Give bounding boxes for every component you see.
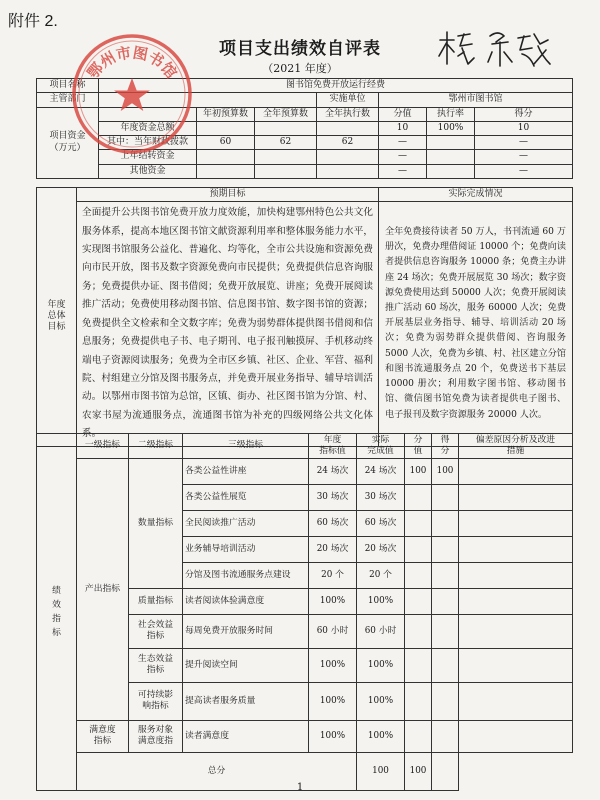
indicator-header: 二级指标	[129, 434, 183, 459]
level3-name: 读者阅读体验满意度	[183, 588, 309, 614]
score-value	[405, 484, 432, 510]
funds-cell: 100%	[427, 121, 475, 135]
deviation-cell	[459, 510, 573, 536]
got-value	[432, 536, 459, 562]
funds-header: 全年执行数	[317, 107, 379, 121]
actual-value: 20 个	[357, 562, 405, 588]
performance-indicators-table	[36, 433, 573, 791]
funds-cell: 62	[317, 136, 379, 150]
funds-cell	[197, 164, 255, 178]
got-value	[432, 510, 459, 536]
target-value: 30 场次	[309, 484, 357, 510]
indicators-section-label: 绩 效 指 标	[37, 434, 77, 791]
score-value	[405, 588, 432, 614]
funds-row-name: 其他资金	[99, 164, 197, 178]
project-info-table	[36, 78, 573, 179]
funds-cell	[427, 164, 475, 178]
expected-goal-text: 全面提升公共图书馆免费开放力度效能，加快构建鄂州特色公共文化服务体系，提高本地区图书馆文献资源利用率和整体服务能力水平，实现图书馆服务公益化、普遍化、均等化，全市公共设施和资源免费向市民开放，图书及数字资源免费向市民提供；免费提供信息咨询服务；免费提供办证、图书借阅；免费开放展览、讲座；免费开展阅读推广活动；免费使用移动图书馆、信息图书馆、数字图书馆的资源；免费提供全文检索和全文数字库；免费为弱势群体提供图书借阅和信息服务；免费提供电子书、电子期刊、电子报刊触摸屏、手机移动终端电子资源阅读服务；免费为全市区乡镇、社区、企业、军营、福利院、村组建立分馆及图书服务点，并免费开展业务指导、辅导培训活动。以鄂州市图书馆为总馆，区镇、街办、社区图书馆为分馆、村、农家书屋为流通服务点，流通图书馆为补充的四级网络公共文化体系。	[77, 202, 379, 446]
target-value: 100%	[309, 648, 357, 682]
expected-goal-header: 预期目标	[77, 188, 379, 202]
actual-value: 100%	[357, 588, 405, 614]
actual-value: 100%	[357, 682, 405, 720]
target-value: 24 场次	[309, 458, 357, 484]
deviation-cell	[459, 648, 573, 682]
indicator-header: 实际 完成值	[357, 434, 405, 459]
funds-header-blank	[99, 107, 197, 121]
level2-quantity: 数量指标	[129, 458, 183, 588]
impl-value: 鄂州市图书馆	[379, 93, 573, 107]
funds-cell	[255, 150, 317, 164]
score-value	[405, 562, 432, 588]
funds-header: 得分	[475, 107, 573, 121]
indicator-header: 偏差原因分析及改进 措施	[459, 434, 573, 459]
score-value	[405, 536, 432, 562]
funds-header: 全年预算数	[255, 107, 317, 121]
annual-goal-label: 年度 总体 目标	[37, 188, 77, 447]
score-value	[405, 682, 432, 720]
funds-label: 项目资金 （万元）	[37, 107, 99, 178]
funds-cell: —	[475, 164, 573, 178]
level1-satisfaction: 满意度 指标	[77, 720, 129, 752]
attachment-label: 附件 2.	[8, 13, 58, 30]
got-value	[432, 682, 459, 720]
level2-eco: 生态效益 指标	[129, 648, 183, 682]
funds-cell: 10	[475, 121, 573, 135]
level3-name: 读者满意度	[183, 720, 309, 752]
seal-text: 鄂州市图书馆	[83, 43, 181, 83]
page-number: 1	[296, 782, 304, 793]
project-name-label: 项目名称	[37, 79, 99, 93]
deviation-cell	[459, 614, 573, 648]
funds-cell: —	[475, 136, 573, 150]
got-value	[432, 614, 459, 648]
level3-name: 业务辅导培训活动	[183, 536, 309, 562]
score-value	[405, 648, 432, 682]
level3-name: 各类公益性展览	[183, 484, 309, 510]
deviation-cell	[459, 562, 573, 588]
actual-value: 100%	[357, 720, 405, 752]
funds-header: 分值	[379, 107, 427, 121]
score-value: 100	[405, 458, 432, 484]
indicator-header: 一级指标	[77, 434, 129, 459]
score-value	[405, 510, 432, 536]
indicator-header: 分 值	[405, 434, 432, 459]
funds-cell: —	[379, 164, 427, 178]
indicator-header: 年度 指标值	[309, 434, 357, 459]
target-value: 20 个	[309, 562, 357, 588]
total-label: 总分	[77, 752, 357, 790]
level2-quality: 质量指标	[129, 588, 183, 614]
got-value	[432, 588, 459, 614]
actual-result-text: 全年免费接待读者 50 万人，书刊流通 60 万册次，免费办理借阅证 10000 个；免费向读者提供信息咨询服务 10000 条；免费主办讲座 24 场次；免费开展展览 30 场次；数字资源免费使用达到 50000 人次；免费开展阅读推广活动 60 场次，服务 60000 人次；免费开展基层业务指导、辅导、培训活动 20 场次；免费为弱势群众提供借阅、咨询服务 5000 人次，免费为乡镇、村、社区建立分馆和图书流通服务点 20 个，免费送书下基层 10000 册次；利用数字图书馆、移动图书馆、微信图书馆免费为读者提供电子图书、电子报刊及数字资源服务 20000 人次。	[379, 202, 573, 446]
total-got: 100	[405, 752, 432, 790]
funds-header: 年初预算数	[197, 107, 255, 121]
funds-cell	[317, 164, 379, 178]
deviation-cell	[459, 536, 573, 562]
level2-social: 社会效益 指标	[129, 614, 183, 648]
report-year: （2021 年度）	[262, 62, 338, 75]
funds-row-name: 上年结转资金	[99, 150, 197, 164]
level3-name: 每周免费开放服务时间	[183, 614, 309, 648]
page-title: 项目支出绩效自评表	[219, 39, 381, 59]
target-value: 60 场次	[309, 510, 357, 536]
funds-cell: —	[379, 150, 427, 164]
got-value	[432, 484, 459, 510]
target-value: 100%	[309, 720, 357, 752]
funds-cell	[255, 164, 317, 178]
indicator-header: 三级指标	[183, 434, 309, 459]
actual-value: 24 场次	[357, 458, 405, 484]
got-value: 100	[432, 458, 459, 484]
actual-value: 100%	[357, 648, 405, 682]
total-score: 100	[357, 752, 405, 790]
deviation-cell	[459, 484, 573, 510]
actual-value: 60 小时	[357, 614, 405, 648]
funds-cell	[427, 136, 475, 150]
indicator-header: 得 分	[432, 434, 459, 459]
funds-cell	[317, 121, 379, 135]
funds-cell	[197, 121, 255, 135]
actual-result-header: 实际完成情况	[379, 188, 573, 202]
funds-row-name: 年度资金总额	[99, 121, 197, 135]
level2-sustain: 可持续影 响指标	[129, 682, 183, 720]
level3-name: 分馆及图书流通服务点建设	[183, 562, 309, 588]
target-value: 100%	[309, 588, 357, 614]
deviation-cell	[459, 588, 573, 614]
level3-name: 提升阅读空间	[183, 648, 309, 682]
deviation-cell	[459, 720, 573, 752]
got-value	[432, 648, 459, 682]
level3-name: 提高读者服务质量	[183, 682, 309, 720]
actual-value: 60 场次	[357, 510, 405, 536]
target-value: 20 场次	[309, 536, 357, 562]
level2-service: 服务对象 满意度指	[129, 720, 183, 752]
funds-cell: —	[475, 150, 573, 164]
actual-value: 20 场次	[357, 536, 405, 562]
got-value	[432, 562, 459, 588]
level3-name: 各类公益性讲座	[183, 458, 309, 484]
score-value	[405, 614, 432, 648]
funds-cell: 60	[197, 136, 255, 150]
funds-row-name: 其中：当年财政拨款	[99, 136, 197, 150]
impl-label: 实施单位	[317, 93, 379, 107]
actual-value: 30 场次	[357, 484, 405, 510]
target-value: 100%	[309, 682, 357, 720]
funds-cell	[317, 150, 379, 164]
got-value	[432, 720, 459, 752]
level3-name: 全民阅读推广活动	[183, 510, 309, 536]
dept-label: 主管部门	[37, 93, 99, 107]
level1-output: 产出指标	[77, 458, 129, 720]
funds-cell	[427, 150, 475, 164]
funds-cell	[255, 121, 317, 135]
target-value: 60 小时	[309, 614, 357, 648]
dept-value	[99, 93, 317, 107]
project-name-value: 图书馆免费开放运行经费	[99, 79, 573, 93]
funds-cell	[197, 150, 255, 164]
funds-cell: —	[379, 136, 427, 150]
funds-header: 执行率	[427, 107, 475, 121]
score-value	[405, 720, 432, 752]
deviation-cell	[459, 682, 573, 720]
deviation-cell	[459, 458, 573, 484]
funds-cell: 10	[379, 121, 427, 135]
funds-cell: 62	[255, 136, 317, 150]
annual-goals-table	[36, 187, 573, 447]
